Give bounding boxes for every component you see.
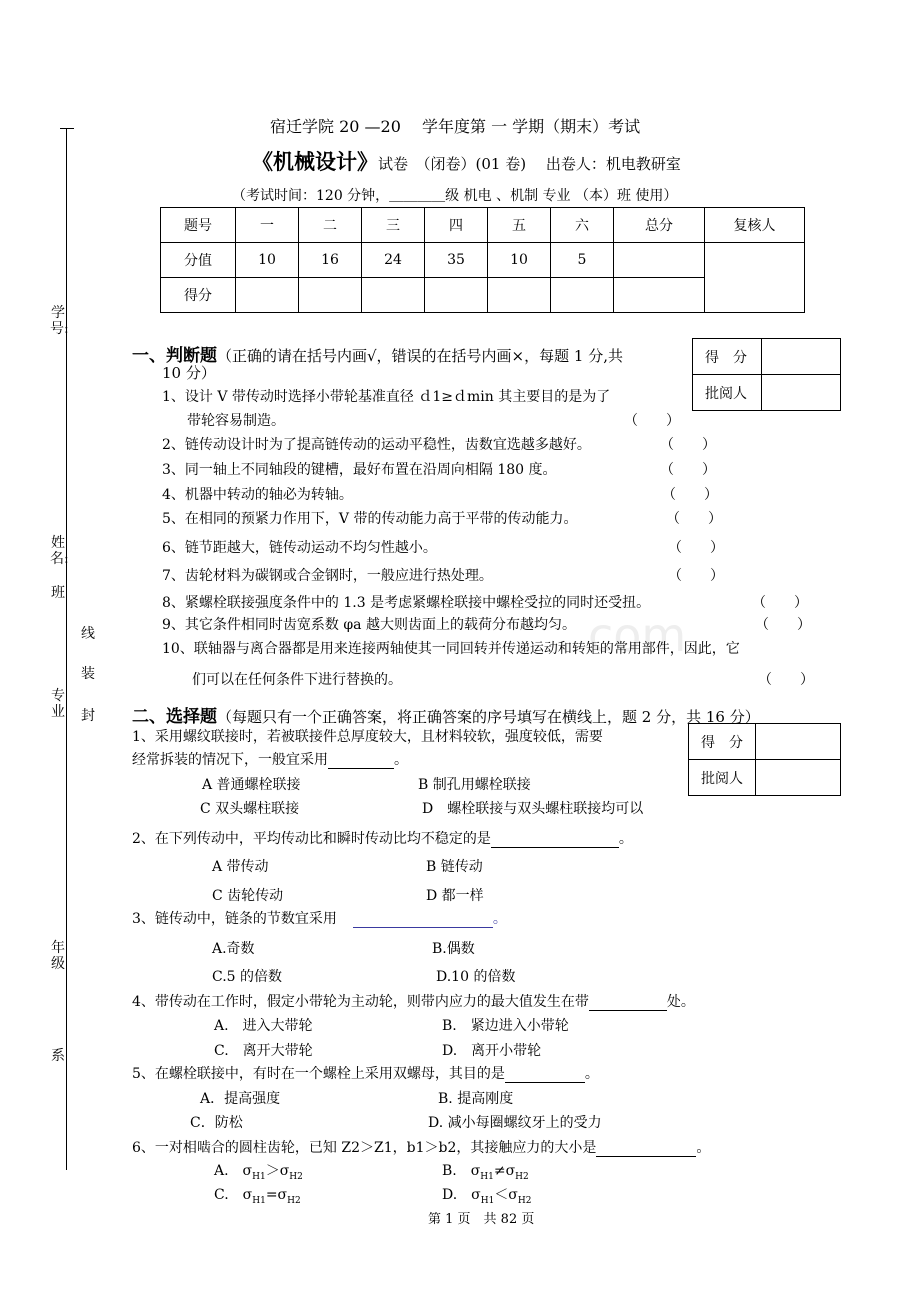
- score-cell[interactable]: [425, 278, 488, 313]
- option-c: C.5 的倍数: [212, 969, 283, 985]
- value-cell: 35: [425, 243, 488, 278]
- option-d: D 螺栓联接与双头螺柱联接均可以: [422, 801, 644, 817]
- major-label: 专业: [51, 688, 65, 720]
- question-end: 。: [584, 1066, 599, 1082]
- grade-box-reviewer-field[interactable]: [762, 375, 841, 411]
- section1-title: 一、判断题: [132, 346, 217, 366]
- reviewer-cell[interactable]: [705, 243, 805, 313]
- question-stem: 2、在下列传动中，平均传动比和瞬时传动比均不稳定的是: [132, 831, 491, 847]
- option-c: [214, 1184, 301, 1206]
- option-c: C．防松: [190, 1115, 243, 1131]
- score-cell[interactable]: [488, 278, 551, 313]
- exam-title-line: 宿迁学院 20 —20 学年度第 一 学期（期末）考试: [270, 117, 641, 136]
- header-cell: 三: [362, 208, 425, 243]
- grade-box-section1: [692, 338, 841, 411]
- question-1-4: 4、机器中转动的轴必为转轴。: [162, 487, 353, 503]
- question-1-10-cont: 们可以在任何条件下进行替换的。: [192, 672, 402, 688]
- option-b: B 链传动: [426, 859, 483, 875]
- option-d: D. 离开小带轮: [442, 1043, 542, 1059]
- question-1-5: 5、在相同的预紧力作用下，V 带的传动能力高于平带的传动能力。: [162, 511, 578, 527]
- question-stem: 5、在螺栓联接中，有时在一个螺栓上采用双螺母，其目的是: [132, 1066, 505, 1082]
- question-1-6: 6、链节距越大，链传动运动不均匀性越小。: [162, 540, 437, 556]
- question-end: 处。: [666, 994, 695, 1010]
- exam-subtitle: [252, 146, 681, 176]
- answer-paren[interactable]: （ ）: [752, 595, 808, 611]
- name-label: 姓名:: [50, 535, 69, 567]
- header-cell: 二: [299, 208, 362, 243]
- answer-paren[interactable]: （ ）: [668, 568, 724, 584]
- value-cell: 5: [551, 243, 614, 278]
- watermark-text: com: [588, 608, 687, 662]
- answer-blank[interactable]: [596, 1142, 696, 1157]
- option-b: B. 紧边进入小带轮: [442, 1018, 569, 1034]
- question-1-10: 10、联轴器与离合器都是用来连接两轴使其一同回转并传递运动和转矩的常用部件，因此，它: [162, 641, 740, 657]
- header-cell: 一: [236, 208, 299, 243]
- question-stem: 3、链传动中，链条的节数宜采用: [132, 911, 337, 927]
- section1-instruction-cont: 10 分）: [162, 364, 216, 382]
- value-cell: 24: [362, 243, 425, 278]
- score-cell[interactable]: [614, 278, 705, 313]
- question-1-1: 1、设计 V 带传动时选择小带轮基准直径 ｄ1≥ｄmin 其主要目的是为了: [162, 389, 611, 405]
- option-d: D 都一样: [426, 888, 484, 904]
- question-stem: 6、一对相啮合的圆柱齿轮，已知 Z2＞Z1，b1＞b2，其接触应力的大小是: [132, 1140, 597, 1156]
- header-cell: 总分: [614, 208, 705, 243]
- question-2-4: [132, 991, 695, 1011]
- question-1-7: 7、齿轮材料为碳钢或合金钢时，一般应进行热处理。: [162, 568, 493, 584]
- header-cell: 六: [551, 208, 614, 243]
- value-cell: [614, 243, 705, 278]
- class-label: 班: [51, 585, 65, 601]
- question-2-1: 1、采用螺纹联接时，若被联接件总厚度较大，且材料较软，强度较低，需要: [132, 729, 603, 745]
- option-a: A.奇数: [212, 941, 255, 957]
- answer-paren[interactable]: （ ）: [755, 617, 811, 633]
- answer-blank[interactable]: [328, 754, 394, 769]
- question-2-2: [132, 828, 633, 848]
- score-cell[interactable]: [299, 278, 362, 313]
- grade-box-score-field[interactable]: [762, 339, 841, 375]
- grade-box-score-label: 得 分: [689, 724, 756, 760]
- option-b: B 制孔用螺栓联接: [418, 777, 531, 793]
- grade-label: 年级: [51, 940, 65, 972]
- option-a: A. 进入大带轮: [214, 1018, 313, 1034]
- option-b: B.偶数: [432, 941, 475, 957]
- question-1-1-cont: 带轮容易制造。: [187, 413, 285, 429]
- answer-paren[interactable]: （ ）: [668, 540, 724, 556]
- exam-info: 试卷 （闭卷）(01 卷) 出卷人：机电教研室: [378, 155, 681, 173]
- option-b: B. 提高刚度: [438, 1091, 514, 1107]
- row-label: 分值: [161, 243, 236, 278]
- question-1-3: 3、同一轴上不同轴段的键槽，最好布置在沿周向相隔 180 度。: [162, 462, 557, 478]
- question-1-8: 8、紧螺栓联接强度条件中的 1.3 是考虑紧螺栓联接中螺栓受拉的同时还受扭。: [162, 595, 651, 611]
- subscript: H2: [287, 1195, 301, 1206]
- option-a: [214, 1160, 303, 1182]
- grade-box-reviewer-label: 批阅人: [689, 760, 756, 796]
- answer-blank[interactable]: [505, 1068, 585, 1083]
- header-cell: 五: [488, 208, 551, 243]
- binding-line: [66, 128, 67, 1170]
- score-cell[interactable]: [551, 278, 614, 313]
- option-c-lead: C. σ: [214, 1187, 253, 1203]
- option-a: A．提高强度: [200, 1091, 281, 1107]
- section2-title: 二、选择题: [132, 707, 217, 727]
- header-cell: 题号: [161, 208, 236, 243]
- option-d-lead: D. σ: [442, 1187, 481, 1203]
- question-end: 。: [618, 831, 633, 847]
- score-cell[interactable]: [236, 278, 299, 313]
- exam-time-line: （考试时间：120 分钟，＿＿＿＿级 机电 、机制 专业 （本）班 使用）: [232, 188, 678, 204]
- option-d: [442, 1184, 531, 1206]
- subscript: H1: [480, 1195, 495, 1206]
- answer-paren[interactable]: （ ）: [624, 413, 680, 429]
- row-label: 得分: [161, 278, 236, 313]
- question-1-2: 2、链传动设计时为了提高链传动的运动平稳性，齿数宜选越多越好。: [162, 437, 591, 453]
- question-stem: 经常拆装的情况下，一般宜采用: [132, 752, 328, 768]
- answer-blank[interactable]: [589, 996, 667, 1011]
- option-d-rel: ＜σ: [494, 1187, 518, 1203]
- grade-box-section2: [688, 723, 841, 796]
- option-a-lead: A. σ: [214, 1163, 253, 1179]
- option-a-rel: ＞σ: [265, 1163, 290, 1179]
- value-cell: 10: [488, 243, 551, 278]
- binding-tick-top: [60, 128, 74, 129]
- seal-label: 封: [81, 708, 95, 724]
- option-c: C. 离开大带轮: [214, 1043, 313, 1059]
- header-cell: 复核人: [705, 208, 805, 243]
- score-cell[interactable]: [362, 278, 425, 313]
- answer-paren[interactable]: （ ）: [660, 437, 716, 453]
- answer-blank[interactable]: [353, 913, 493, 928]
- option-c: C 齿轮传动: [212, 888, 284, 904]
- subscript: H2: [289, 1171, 303, 1182]
- option-c: C 双头螺柱联接: [200, 801, 300, 817]
- section2-heading: [132, 702, 760, 727]
- question-2-5: [132, 1063, 599, 1083]
- answer-paren[interactable]: （ ）: [666, 511, 722, 527]
- grade-box-score-field[interactable]: [756, 724, 841, 760]
- answer-paren[interactable]: （ ）: [660, 462, 716, 478]
- grade-box-reviewer-label: 批阅人: [693, 375, 762, 411]
- value-cell: 16: [299, 243, 362, 278]
- subscript: H1: [252, 1195, 266, 1206]
- option-a: A 普通螺栓联接: [202, 777, 301, 793]
- course-name: 《机械设计》: [252, 149, 378, 174]
- subscript: H2: [517, 1195, 532, 1206]
- department-label: 系: [51, 1048, 65, 1064]
- option-a: A 带传动: [212, 859, 269, 875]
- section1-instruction: （正确的请在括号内画√，错误的在括号内画×，每题 1 分,共: [217, 347, 623, 365]
- answer-paren[interactable]: （ ）: [662, 487, 718, 503]
- option-c-rel: =σ: [265, 1187, 288, 1203]
- question-end: 。: [696, 1140, 711, 1156]
- question-2-3: [132, 908, 507, 928]
- subscript: H1: [480, 1171, 494, 1182]
- option-d: D.10 的倍数: [436, 969, 516, 985]
- option-b-rel: ≠σ: [493, 1163, 516, 1179]
- question-2-1-cont: [132, 749, 408, 769]
- option-d: D. 减小每圈螺纹牙上的受力: [428, 1115, 602, 1131]
- grade-box-reviewer-field[interactable]: [756, 760, 841, 796]
- score-table: [160, 207, 805, 313]
- page-footer: 第 1 页 共 82 页: [428, 1212, 535, 1227]
- option-b-lead: B. σ: [442, 1163, 481, 1179]
- section2-instruction: （每题只有一个正确答案，将正确答案的序号填写在横线上，题 2 分，共 16 分）: [217, 708, 760, 726]
- subscript: H2: [515, 1171, 529, 1182]
- question-stem: 4、带传动在工作时，假定小带轮为主动轮，则带内应力的最大值发生在带: [132, 994, 589, 1010]
- value-cell: 10: [236, 243, 299, 278]
- answer-blank[interactable]: [491, 833, 619, 848]
- question-1-9: 9、其它条件相同时齿宽系数 φa 越大则齿面上的载荷分布越均匀。: [162, 617, 576, 633]
- answer-paren[interactable]: （ ）: [758, 672, 814, 688]
- subscript: H1: [252, 1171, 266, 1182]
- question-end: 。: [492, 911, 507, 927]
- student-id-label: 学号:: [50, 305, 69, 337]
- header-cell: 四: [425, 208, 488, 243]
- option-b: [442, 1160, 529, 1182]
- question-end: 。: [394, 752, 408, 768]
- grade-box-score-label: 得 分: [693, 339, 762, 375]
- seal-bind-label: 装: [81, 666, 95, 682]
- question-2-6: [132, 1137, 710, 1157]
- seal-line-label: 线: [81, 626, 95, 642]
